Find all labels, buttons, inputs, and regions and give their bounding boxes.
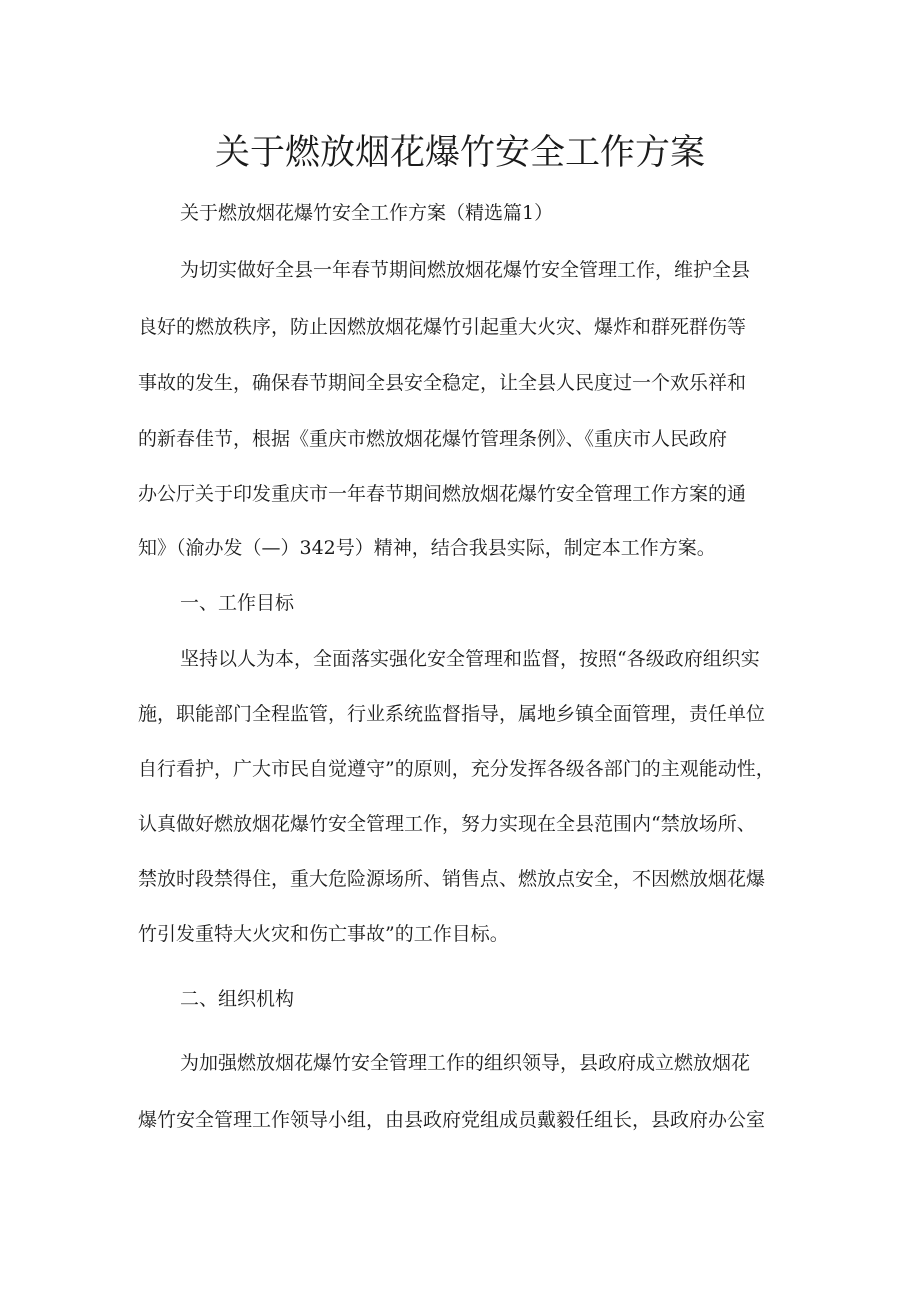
paragraph-2-line-2: 施，职能部门全程监管，行业系统监督指导，属地乡镇全面管理，责任单位 [138,703,766,725]
paragraph-1-line-5: 办公厅关于印发重庆市一年春节期间燃放烟花爆竹安全管理工作方案的通 [138,483,747,505]
paragraph-2-line-5: 禁放时段禁得住，重大危险源场所、销售点、燃放点安全，不因燃放烟花爆 [138,868,766,890]
paragraph-1-line-4: 的新春佳节，根据《重庆市燃放烟花爆竹管理条例》、《重庆市人民政府 [138,428,728,450]
paragraph-1-line-2: 良好的燃放秩序，防止因燃放烟花爆竹引起重大火灾、爆炸和群死群伤等 [138,316,747,338]
paragraph-1-line-3: 事故的发生，确保春节期间全县安全稳定，让全县人民度过一个欢乐祥和 [138,372,747,394]
paragraph-2-line-4: 认真做好燃放烟花爆竹安全管理工作，努力实现在全县范围内“禁放场所、 [138,813,756,835]
paragraph-2-line-1: 坚持以人为本，全面落实强化安全管理和监督，按照“各级政府组织实 [180,648,760,670]
paragraph-2-line-3: 自行看护，广大市民自觉遵守”的原则，充分发挥各级各部门的主观能动性， [138,758,775,780]
document-title: 关于燃放烟花爆竹安全工作方案 [214,133,705,173]
paragraph-3-line-1: 为加强燃放烟花爆竹安全管理工作的组织领导，县政府成立燃放烟花 [180,1052,751,1074]
section-heading-organization: 二、组织机构 [180,988,295,1010]
section-heading-goals: 一、工作目标 [180,592,295,614]
paragraph-3-line-2: 爆竹安全管理工作领导小组，由县政府党组成员戴毅任组长，县政府办公室 [138,1109,766,1131]
document-subtitle: 关于燃放烟花爆竹安全工作方案（精选篇1） [180,202,554,224]
paragraph-1-line-6: 知》（渝办发（—）342号）精神，结合我县实际，制定本工作方案。 [138,537,716,559]
paragraph-2-line-6: 竹引发重特大火灾和伤亡事故”的工作目标。 [138,923,509,945]
paragraph-1-line-1: 为切实做好全县一年春节期间燃放烟花爆竹安全管理工作，维护全县 [180,259,751,281]
